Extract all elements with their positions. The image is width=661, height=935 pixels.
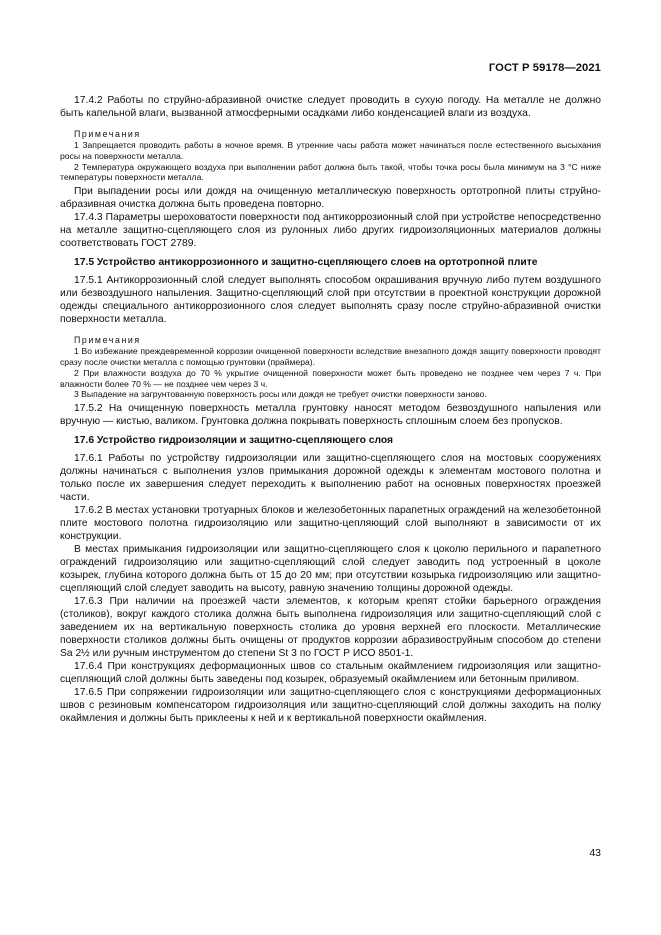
notes-heading: Примечания bbox=[74, 129, 141, 139]
paragraph: 17.6.2 В местах установки тротуарных блоков и железобетонных парапетных ограждений на железобетонной плите мостового полотна гидроизоляцию или защитно-цепляющий слой выполняют в зависимости от их конструкции. bbox=[60, 505, 601, 543]
paragraph: 17.6.1 Работы по устройству гидроизоляции или защитно-сцепляющего слоя на мостовых сооружениях должны начинаться с выполнения узлов примыкания дорожной одежды к элементам мостового полотна и только после их завершения следует переходить к выполнению работ на основных поверхностях проезжей части. bbox=[60, 453, 601, 504]
paragraph: При выпадении росы или дождя на очищенную металлическую поверхность ортотропной плиты струйно-абразивная очистка должна быть проведена повторно. bbox=[60, 186, 601, 211]
document-body bbox=[60, 94, 601, 725]
document-code-header: ГОСТ Р 59178—2021 bbox=[488, 62, 601, 74]
section-heading: 17.6 Устройство гидроизоляции и защитно-сцепляющего слоя bbox=[74, 435, 394, 447]
section-heading: 17.5 Устройство антикоррозионного и защитно-сцепляющего слоев на ортотропной плите bbox=[74, 257, 538, 269]
paragraph: 17.6.3 При наличии на проезжей части элементов, к которым крепят стойки барьерного ограждения (столиков), вокруг каждого столика должна быть выполнена гидроизоляция или защитно-сцепляющий слой с заведением их на вертикальную поверхность столика до уровня верхней его плоскости. Металлические поверхности столиков должны быть очищены от продуктов коррозии абразивоструйным способом до степени Sa 2½ или ручным инструментом до степени St 3 по ГОСТ Р ИСО 8501-1. bbox=[60, 596, 601, 660]
paragraph: В местах примыкания гидроизоляции или защитно-сцепляющего слоя к цоколю перильного и парапетного ограждений гидроизоляцию или защитно-сцепляющий слой следует заводить под устроенный в цоколе козырек, глубина которого должна быть от 15 до 20 мм; при отсутствии козырька гидроизоляцию или защитно-сцепляющий слой следует заводить на высоту, равную значению толщины дорожной одежды. bbox=[60, 544, 601, 595]
notes-heading: Примечания bbox=[74, 335, 141, 346]
note-item: 1 Во избежание преждевременной коррозии очищенной поверхности вследствие внезапного дождя защиту поверхности проводят сразу после очистки металла с помощью грунтовки (праймера). bbox=[60, 346, 601, 367]
paragraph: 17.4.2 Работы по струйно-абразивной очистке следует проводить в сухую погоду. На металле не должно быть капельной влаги, вызванной атмосферными осадками либо конденсацией влаги из воздуха. bbox=[60, 95, 601, 119]
paragraph: 17.6.4 При конструкциях деформационных швов со стальным окаймлением гидроизоляция или защитно-сцепляющий слой должны быть заведены под козырек, образуемый окаймлением или бетонным приливом. bbox=[60, 661, 601, 686]
paragraph: 17.6.5 При сопряжении гидроизоляции или защитно-сцепляющего слоя с конструкциями деформационных швов с резиновым компенсатором гидроизоляция или защитно-сцепляющий слой должны заходить на полку окаймления и должны быть приклеены к ней и к вертикальной поверхности окаймления. bbox=[60, 687, 601, 725]
note-item: 2 При влажности воздуха до 70 % укрытие очищенной поверхности может быть проведено не позднее чем через 7 ч. При влажности более 70 % — не позднее чем через 3 ч. bbox=[60, 367, 601, 389]
paragraph: 17.4.3 Параметры шероховатости поверхности под антикоррозионный слой при устройстве непосредственно на металле защитно-сцепляющего слоя из рулонных либо других гидроизоляционных материалов должны соответствовать ГОСТ 2789. bbox=[60, 212, 601, 250]
paragraph: 17.5.2 На очищенную поверхность металла грунтовку наносят методом безвоздушного напыления или вручную — кистью, валиком. Грунтовка должна покрывать поверхность сплошным слоем без пропусков. bbox=[60, 403, 601, 428]
note-item: 2 Температура окружающего воздуха при выполнении работ должна быть такой, чтобы точка росы была минимум на 3 °С ниже температуры поверхности металла. bbox=[60, 161, 601, 183]
note-item: 3 Выпадение на загрунтованную поверхность росы или дождя не требует очистки поверхности заново. bbox=[74, 389, 487, 400]
note-item: 1 Запрещается проводить работы в ночное время. В утренние часы работа может начинаться после естественного высыхания росы на поверхности металла. bbox=[60, 140, 601, 161]
document-page bbox=[60, 0, 601, 935]
paragraph: 17.5.1 Антикоррозионный слой следует выполнять способом окрашивания вручную либо путем воздушного или безвоздушного напыления. Защитно-сцепляющий слой при отсутствии в проектной конструкции дорожной одежды специального антикоррозионного слоя следует выполнять сразу после струйно-абразивной очистки поверхности металла. bbox=[60, 275, 601, 326]
page-number: 43 bbox=[589, 847, 601, 859]
